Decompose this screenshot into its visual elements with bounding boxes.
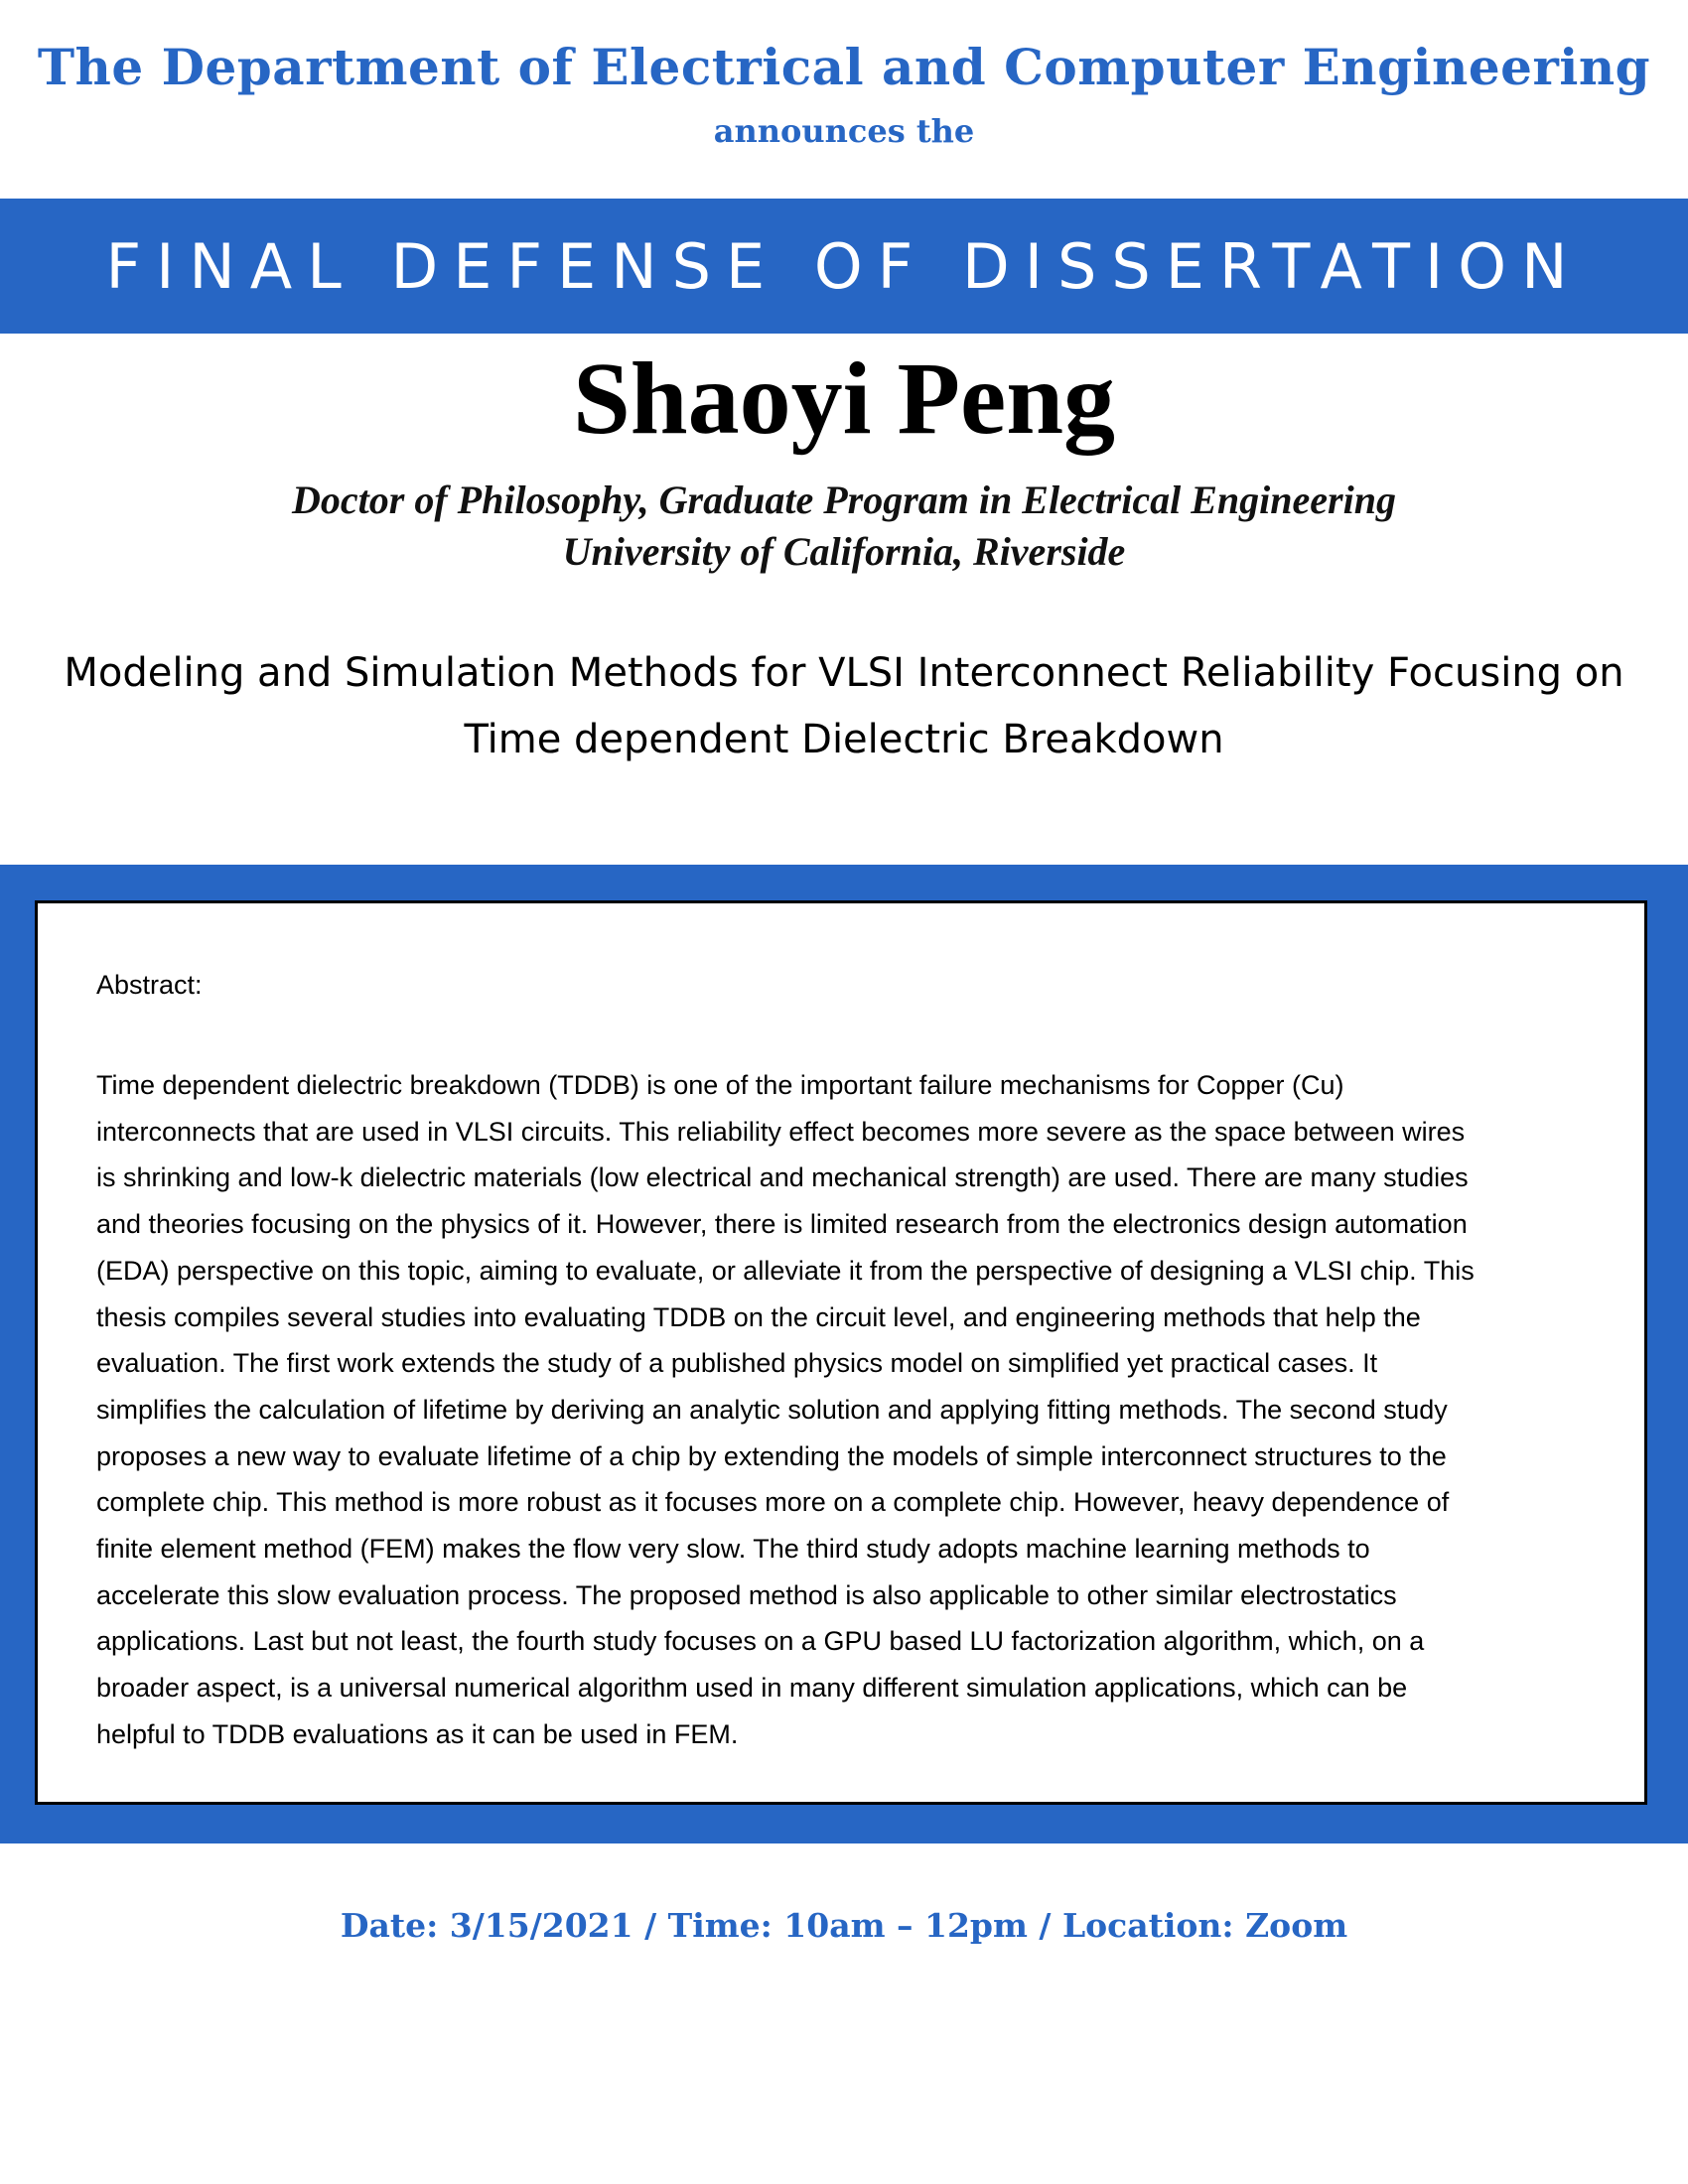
abstract-line: interconnects that are used in VLSI circuits. This reliability effect becomes more severe as the space between wires — [96, 1116, 1466, 1147]
abstract-line: accelerate this slow evaluation process. The proposed method is also applicable to other similar electrostatics — [96, 1579, 1397, 1610]
candidate-name: Shaoyi Peng — [572, 341, 1116, 456]
abstract-line: Time dependent dielectric breakdown (TDDB) is one of the important failure mechanisms for Copper (Cu) — [96, 1070, 1344, 1100]
department-heading: The Department of Electrical and Computer Engineering — [37, 38, 1651, 96]
degree-line: Doctor of Philosophy, Graduate Program in Electrical Engineering — [292, 478, 1396, 522]
abstract-line: thesis compiles several studies into evaluating TDDB on the circuit level, and engineering methods that help the — [96, 1301, 1421, 1332]
event-details: Date: 3/15/2021 / Time: 10am – 12pm / Location: Zoom — [340, 1906, 1348, 1945]
dissertation-title-line-2: Time dependent Dielectric Breakdown — [464, 717, 1224, 762]
abstract-line: and theories focusing on the physics of it. However, there is limited research from the electronics design automation — [96, 1209, 1468, 1240]
abstract-line: simplifies the calculation of lifetime by deriving an analytic solution and applying fitting methods. The second study — [96, 1394, 1448, 1425]
title-banner — [0, 199, 1688, 334]
banner-title: FINAL DEFENSE OF DISSERTATION — [105, 230, 1583, 303]
abstract-label: Abstract: — [96, 970, 203, 1000]
abstract-line: finite element method (FEM) makes the flow very slow. The third study adopts machine learning methods to — [96, 1534, 1370, 1565]
announces-text: announces the — [713, 112, 975, 150]
abstract-box — [35, 900, 1647, 1805]
abstract-line: is shrinking and low-k dielectric materials (low electrical and mechanical strength) are used. There are many studies — [96, 1162, 1469, 1193]
dissertation-title-line-1: Modeling and Simulation Methods for VLSI Interconnect Reliability Focusing on — [64, 650, 1624, 696]
abstract-line: (EDA) perspective on this topic, aiming to evaluate, or alleviate it from the perspective of designing a VLSI chip. This — [96, 1255, 1475, 1286]
abstract-line: evaluation. The first work extends the study of a published physics model on simplified yet practical cases. It — [96, 1348, 1378, 1379]
abstract-line: complete chip. This method is more robust as it focuses more on a complete chip. However, heavy dependence of — [96, 1487, 1450, 1518]
abstract-body — [96, 1062, 1475, 1758]
abstract-line: applications. Last but not least, the fourth study focuses on a GPU based LU factorization algorithm, which, on a — [96, 1626, 1425, 1657]
abstract-line: proposes a new way to evaluate lifetime of a chip by extending the models of simple interconnect structures to the — [96, 1440, 1447, 1471]
university-line: University of California, Riverside — [562, 529, 1126, 574]
abstract-line: broader aspect, is a universal numerical algorithm used in many different simulation applications, which can be — [96, 1673, 1408, 1704]
abstract-line: helpful to TDDB evaluations as it can be used in FEM. — [96, 1718, 739, 1749]
abstract-frame — [0, 865, 1688, 1843]
